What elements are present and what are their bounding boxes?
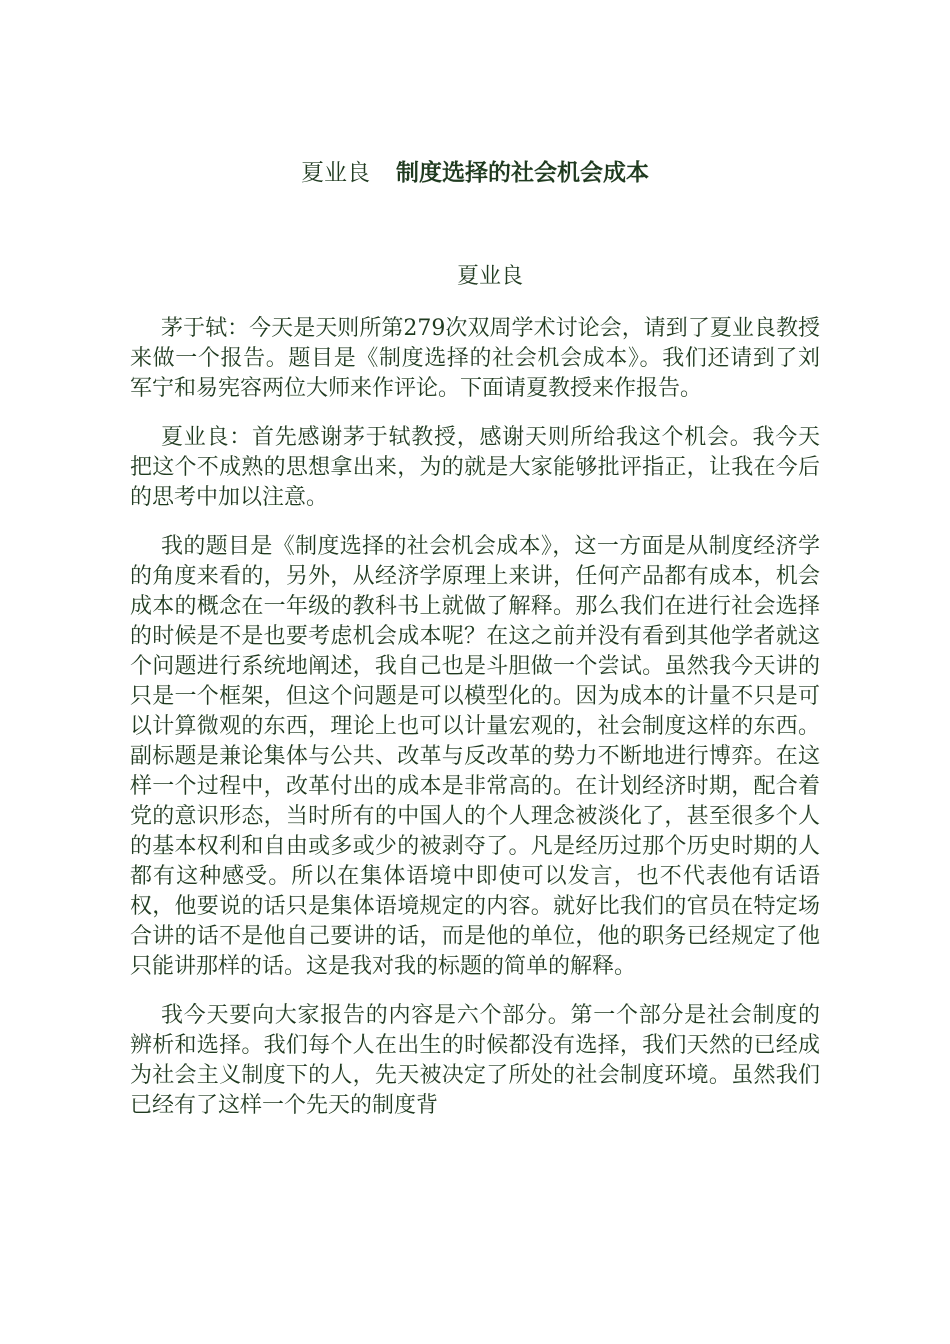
title-main: 制度选择的社会机会成本 bbox=[396, 159, 649, 186]
paragraph: 我今天要向大家报告的内容是六个部分。第一个部分是社会制度的辨析和选择。我们每个人在出生的时候都没有选择，我们天然的已经成为社会主义制度下的人，先天被决定了所处的社会制度环境。虽然我们已经有了这样一个先天的制度背 bbox=[130, 1003, 820, 1118]
paragraph: 夏业良：首先感谢茅于轼教授，感谢天则所给我这个机会。我今天把这个不成熟的思想拿出来，为的就是大家能够批评指正，让我在今后的思考中加以注意。 bbox=[130, 425, 820, 510]
paragraph: 茅于轼：今天是天则所第279次双周学术讨论会，请到了夏业良教授来做一个报告。题目是《制度选择的社会机会成本》。我们还请到了刘军宁和易宪容两位大师来作评论。下面请夏教授来作报告。 bbox=[130, 316, 820, 401]
title-author: 夏业良 bbox=[301, 160, 370, 186]
author-byline: 夏业良 bbox=[456, 264, 523, 289]
document-title bbox=[0, 156, 950, 190]
document-body bbox=[130, 314, 820, 1140]
paragraph: 我的题目是《制度选择的社会机会成本》，这一方面是从制度经济学的角度来看的，另外，从经济学原理上来讲，任何产品都有成本，机会成本的概念在一年级的教科书上就做了解释。那么我们在进行社会选择的时候是不是也要考虑机会成本呢？在这之前并没有看到其他学者就这个问题进行系统地阐述，我自己也是斗胆做一个尝试。虽然我今天讲的只是一个框架，但这个问题是可以模型化的。因为成本的计量不只是可以计算微观的东西，理论上也可以计量宏观的，社会制度这样的东西。副标题是兼论集体与公共、改革与反改革的势力不断地进行博弈。在这样一个过程中，改革付出的成本是非常高的。在计划经济时期，配合着党的意识形态，当时所有的中国人的个人理念被淡化了，甚至很多个人的基本权利和自由或多或少的被剥夺了。凡是经历过那个历史时期的人都有这种感受。所以在集体语境中即使可以发言，也不代表他有话语权，他要说的话只是集体语境规定的内容。就好比我们的官员在特定场合讲的话不是他自己要讲的话，而是他的单位，他的职务已经规定了他只能讲那样的话。这是我对我的标题的简单的解释。 bbox=[130, 534, 820, 979]
